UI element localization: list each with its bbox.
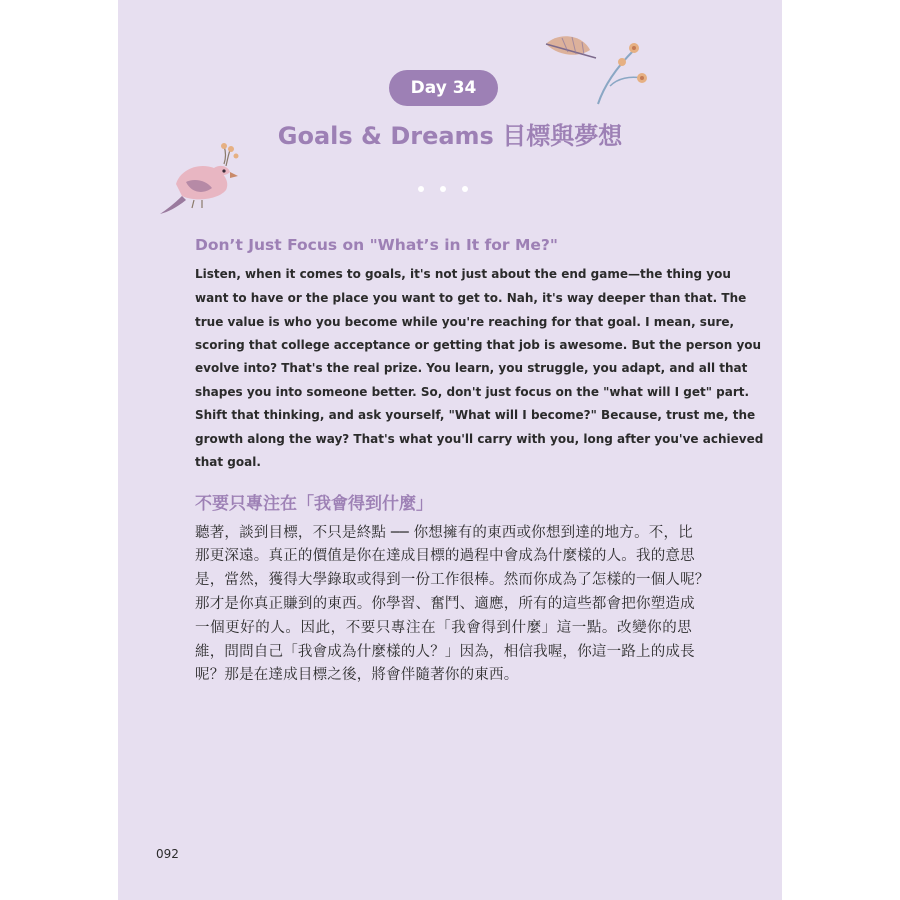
feather-illustration-icon (538, 28, 658, 108)
chinese-paragraph-line: 呢？那是在達成目標之後，將會伴隨著你的東西。 (195, 667, 519, 683)
divider-dot (440, 186, 446, 192)
section-divider-dots (418, 186, 468, 194)
chinese-paragraph-line: 一個更好的人。因此，不要只專注在「我會得到什麼」這一點。改變你的思 (195, 620, 692, 636)
english-paragraph-line: true value is who you become while you're reaching for that goal. I mean, sure, (195, 315, 735, 329)
english-paragraph-line: that goal. (195, 455, 261, 469)
chinese-paragraph-line: 是，當然，獲得大學錄取或得到一份工作很棒。然而你成為了怎樣的一個人呢？ (195, 572, 710, 588)
page-title: Goals & Dreams 目標與夢想 (277, 122, 623, 150)
chinese-paragraph-line: 那才是你真正賺到的東西。你學習、奮鬥、適應，所有的這些都會把你塑造成 (195, 596, 695, 612)
day-badge: Day 34 (389, 70, 498, 106)
chinese-paragraph-line: 那更深遠。真正的價值是你在達成目標的過程中會成為什麼樣的人。我的意思 (195, 548, 695, 564)
divider-dot (418, 186, 424, 192)
chinese-section-heading: 不要只專注在「我會得到什麼」 (195, 494, 433, 514)
book-page (118, 0, 782, 900)
english-paragraph-line: Shift that thinking, and ask yourself, "What will I become?" Because, trust me, the (195, 408, 756, 422)
english-paragraph-line: growth along the way? That's what you'll carry with you, long after you've achieved (195, 432, 764, 446)
english-paragraph-line: evolve into? That's the real prize. You learn, you struggle, you adapt, and all that (195, 361, 748, 375)
english-paragraph-line: shapes you into someone better. So, don't just focus on the "what will I get" part. (195, 385, 750, 399)
chinese-paragraph-line: 聽著，談到目標，不只是終點 ── 你想擁有的東西或你想到達的地方。不，比 (195, 525, 693, 541)
page-number: 092 (156, 847, 179, 861)
divider-dot (462, 186, 468, 192)
english-paragraph-line: want to have or the place you want to get to. Nah, it's way deeper than that. The (195, 291, 747, 305)
english-section-heading: Don’t Just Focus on "What’s in It for Me?" (195, 236, 558, 254)
chinese-paragraph-line: 維，問問自己「我會成為什麼樣的人？」因為，相信我喔，你這一路上的成長 (195, 644, 695, 660)
english-paragraph-line: scoring that college acceptance or getting that job is awesome. But the person you (195, 338, 762, 352)
english-paragraph-line: Listen, when it comes to goals, it's not just about the end game—the thing you (195, 267, 731, 281)
